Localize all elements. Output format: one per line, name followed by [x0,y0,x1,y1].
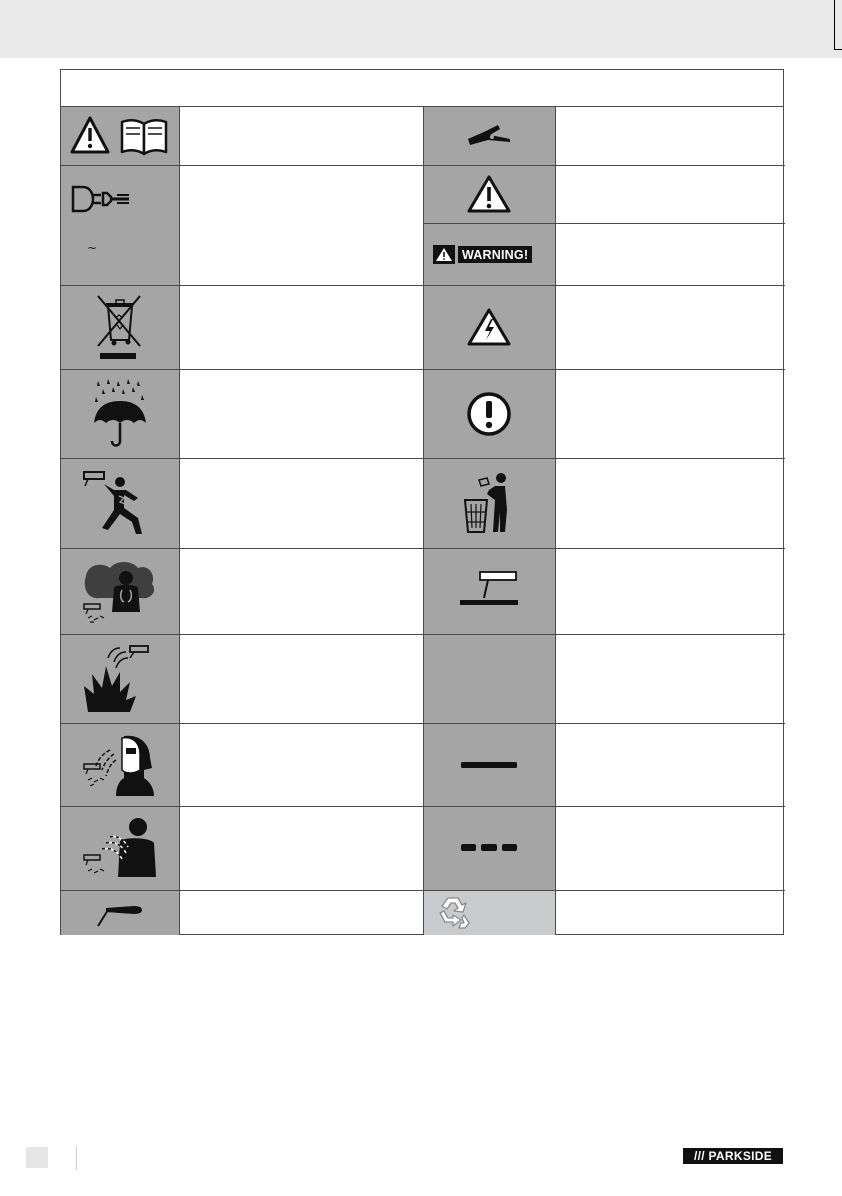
icon-cell [423,890,555,935]
mains-plug-icon [69,183,139,223]
mains-tilde: ~ [87,241,98,255]
footer-divider [76,1146,77,1170]
icon-cell [423,369,555,458]
face-shield-icon [80,730,160,800]
icon-cell [423,723,555,806]
icon-cell [61,369,179,458]
icon-cell [61,806,179,890]
icon-cell [61,107,179,165]
row-rule [61,548,785,549]
row-rule [61,890,785,891]
table-caption [61,70,783,107]
icon-cell [423,107,555,165]
icon-cell [423,165,555,223]
column-rule [179,107,180,935]
radiation-body-icon [80,813,160,883]
recycling-icon [433,892,473,932]
row-rule [61,806,785,807]
icon-cell [61,634,179,723]
icon-cell [423,806,555,890]
welding-fumes-icon [80,556,160,626]
icon-cell [61,723,179,806]
column-rule [423,107,424,935]
manual-book-icon [122,120,166,154]
row-rule [423,223,785,224]
welding-electrode-icon [454,566,524,616]
row-rule [61,634,785,635]
brand-logo-text: /// PARKSIDE [693,1149,773,1163]
symbol-table [60,69,784,935]
icon-cell [61,285,179,369]
icon-cell [61,165,179,285]
electric-shock-icon [466,306,512,348]
general-warning-icon [466,173,512,215]
rain-umbrella-icon [90,377,150,451]
earth-clamp-icon [464,121,514,151]
header-band [0,0,842,58]
warning-badge-triangle-icon [433,245,455,264]
tidy-man-icon [459,470,519,536]
caution-icon [465,390,513,438]
brand-logo [683,1148,783,1164]
icon-cell [423,458,555,548]
crop-mark [834,49,842,50]
page-number-box [26,1147,48,1168]
row-rule [61,285,785,286]
icon-cell [423,285,555,369]
icon-cell [423,548,555,634]
direct-current-icon [459,760,519,770]
welding-sparks-fire-icon [80,642,160,716]
column-rule [555,107,556,935]
icon-cell [423,634,555,723]
icon-cell [423,223,555,285]
warning-badge: WARNING! [458,246,532,263]
icon-cell [61,458,179,548]
crossed-wheelie-bin-icon [90,292,150,362]
electrode-shock-icon [80,468,160,538]
icon-cell [61,548,179,634]
icon-cell [61,890,179,935]
row-rule [61,458,785,459]
row-rule [61,369,785,370]
row-rule [61,723,785,724]
dc-dashed-line-icon [459,842,519,854]
crop-mark [834,0,835,50]
electrode-holder-icon [90,898,150,928]
warning-triangle-icon [70,114,170,158]
row-rule [61,165,785,166]
